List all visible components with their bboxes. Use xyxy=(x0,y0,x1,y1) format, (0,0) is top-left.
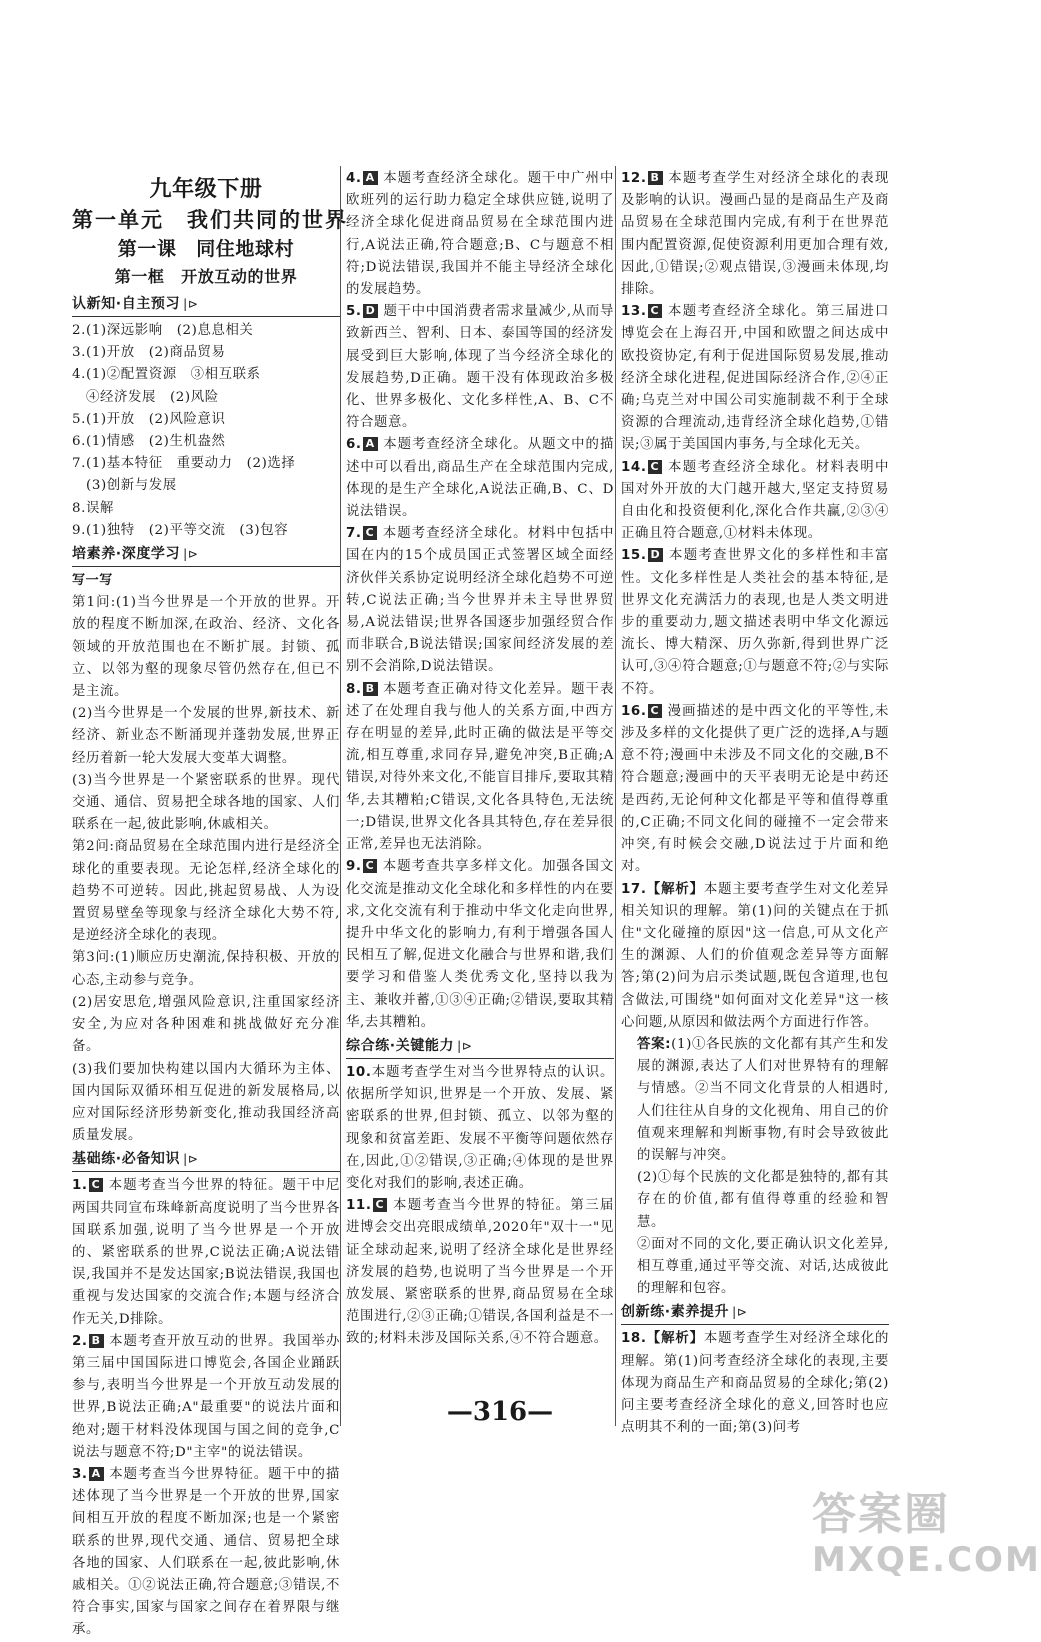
question-10: 10.本题考查学生对当今世界特点的认识。依据所学知识,世界是一个开放、发展、紧密联系的世界,但封锁、孤立、以邻为壑的现象和贫富差距、发展不平衡等问题依然存在,因此,①②错误,③正确;④体现的是世界变化对我们的影响,表述正确。 xyxy=(346,1064,614,1191)
watermark-logo xyxy=(812,1489,1041,1590)
question-16: 16. C 漫画描述的是中西文化的平等性,未涉及多样的文化提供了更广泛的选择,A与题意不符;漫画中未涉及不同文化的交融,B不符合题意;漫画中的天平表明无论是中药还是西药,无论何种文化都是平等和值得尊重的,C正确;不同文化间的碰撞不一定会带来冲突,有时候会交融,D说法过于片面和绝对。 xyxy=(621,703,889,875)
list-item: 5.(1)开放 (2)风险意识 xyxy=(72,411,226,427)
question-7: 7. C 本题考查经济全球化。材料中包括中国在内的15个成员国正式签署区域全面经济伙伴关系协定说明经济全球化趋势不可逆转,C说法正确;当今世界并未主导世界贸易,A说法错误;世界各国逐步加强经贸合作而非联合,B说法错误;国家间经济发展的差别不会消除,D说法错误。 xyxy=(346,526,614,675)
answer-badge: A xyxy=(89,1467,104,1481)
section-innovation-heading: 创新练·素养提升 |⊳ xyxy=(621,1301,889,1325)
list-item: ④经济发展 (2)风险 xyxy=(86,389,219,405)
question-9: 9. C 本题考查共享多样文化。加强各国文化交流是推动文化全球化和多样性的内在要求,文化交流有利于推动中华文化走向世界,提升中华文化的影响力,有利于增强各国人民相互了解,促进文化融合与世界和谐,我们要学习和借鉴人类优秀文化,坚持以我为主、兼收并蓄,①③④正确;②错误,要取其精华,去其糟粕。 xyxy=(346,859,614,1030)
write-paragraph: 第3问:(1)顺应历史潮流,保持积极、开放的心态,主动参与竞争。 xyxy=(72,950,340,988)
write-paragraph: (2)当今世界是一个发展的世界,新技术、新经济、新业态不断涌现并蓬勃发展,世界正经历着新一轮大发展大变革大调整。 xyxy=(72,706,340,766)
answer-badge: C xyxy=(89,1178,104,1192)
answer-badge: C xyxy=(648,304,663,318)
analysis-tag: 【解析】 xyxy=(646,1331,704,1347)
title-block xyxy=(72,175,348,291)
question-15: 15. D 本题考查世界文化的多样性和丰富性。文化多样性是人类社会的基本特征,是世界文化充满活力的表现,也是人类文明进步的重要动力,题文描述表明中华文化源远流长、博大精深、历久弥新,得到世界广泛认可,③④符合题意;①与题意不符;②与实际不符。 xyxy=(621,548,889,697)
section-basic-heading: 基础练·必备知识 |⊳ xyxy=(72,1148,340,1172)
grade-title: 九年级下册 xyxy=(149,177,263,202)
list-item: (3)创新与发展 xyxy=(86,478,177,494)
answer-badge: B xyxy=(89,1334,104,1348)
section-comprehensive-heading: 综合练·关键能力 |⊳ xyxy=(346,1035,614,1059)
list-item: 8.误解 xyxy=(72,500,114,516)
column-divider xyxy=(340,166,341,1426)
answer-badge: B xyxy=(363,682,378,696)
question-5: 5. D 题干中中国消费者需求量减少,从而导致新西兰、智利、日本、泰国等国的经济发展受到巨大影响,体现了当今经济全球化的发展趋势,D正确。题干没有体现政治多极化、世界多极化、文化多样性,A、B、C不符合题意。 xyxy=(346,304,614,431)
answer-badge: B xyxy=(648,171,663,185)
question-14: 14. C 本题考查经济全球化。材料表明中国对外开放的大门越开越大,坚定支持贸易自由化和投资便利化,深化合作共赢,②③④正确且符合题意,①材料未体现。 xyxy=(621,459,889,542)
answer-badge: A xyxy=(363,437,378,451)
write-subheading: 写一写 xyxy=(72,573,113,589)
question-11: 11. C 本题考查当今世界的特征。第三届进博会交出亮眼成绩单,2020年"双十一"见证全球动起来,说明了经济全球化是世界经济发展的趋势,也说明了当今世界是一个开放发展、紧密联系的世界,商品贸易在全球范围进行,②③正确;①错误,各国利益是不一致的;材料未涉及国际关系,④不符合题意。 xyxy=(346,1198,614,1347)
answer-17-block: 答案:(1)①各民族的文化都有其产生和发展的渊源,表达了人们对世界特有的理解与情感。②当不同文化背景的人相遇时,人们往往从自身的文化视角、用自己的价值观来理解和判断事物,有时会导致彼此的误解与冲突。 (2)①每个民族的文化都是独特的,都有其存在的价值,都有值得尊重的经验和智慧。 ②面对不同的文化,要正确认识文化差异,相互尊重,通过平等交流、对话,达成彼此的理解和包容。 xyxy=(621,1034,889,1300)
answer-label: 答案: xyxy=(637,1036,672,1052)
answer-badge: C xyxy=(363,859,378,873)
question-13: 13. C 本题考查经济全球化。第三届进口博览会在上海召开,中国和欧盟之间达成中欧投资协定,有利于促进国际贸易发展,推动经济全球化进程,促进国际经济合作,②④正确;乌克兰对中国公司实施制裁不利于全球资源的合理流动,违背经济全球化趋势,①错误;③属于美国国内事务,与全球化无关。 xyxy=(621,304,889,453)
list-item: 9.(1)独特 (2)平等交流 (3)包容 xyxy=(72,522,289,538)
question-1: 1. C 本题考查当今世界的特征。题干中尼两国共同宣布珠峰新高度说明了当今世界各国联系加强,说明了当今世界是一个开放的、紧密联系的世界,C说法正确;A说法错误,我国并不是发达国家;B说法错误,我国也重视与发达国家的交流合作;本题与经济合作无关,D排除。 xyxy=(72,1178,340,1327)
answer-badge: C xyxy=(648,704,663,718)
list-item: 3.(1)开放 (2)商品贸易 xyxy=(72,345,226,361)
frame-title: 第一框 开放互动的世界 xyxy=(114,267,298,286)
write-paragraph: (2)居安思危,增强风险意识,注重国家经济安全,为应对各种困难和挑战做好充分准备。 xyxy=(72,994,340,1055)
list-item: 6.(1)情感 (2)生机盎然 xyxy=(72,434,226,450)
answer-badge: A xyxy=(363,171,378,185)
write-paragraph: (3)当今世界是一个紧密联系的世界。现代交通、通信、贸易把全球各地的国家、人们联系在一起,彼此影响,休戚相关。 xyxy=(72,772,340,833)
watermark-url: MXQE.COM xyxy=(812,1540,1041,1580)
list-item: 7.(1)基本特征 重要动力 (2)选择 xyxy=(72,456,296,472)
question-6: 6. A 本题考查经济全球化。从题文中的描述中可以看出,商品生产在全球范围内完成,体现的是生产全球化,A说法正确,B、C、D说法错误。 xyxy=(346,437,614,520)
answer-17-part: ②面对不同的文化,要正确认识文化差异,相互尊重,通过平等交流、对话,达成彼此的理解和包容。 xyxy=(637,1236,889,1297)
unit-title: 第一单元 我们共同的世界 xyxy=(72,208,348,232)
page-number: —316— xyxy=(446,1397,554,1427)
question-18: 18.【解析】本题考查学生对经济全球化的理解。第(1)问考查经济全球化的表现,主要体现为商品生产和商品贸易的全球化;第(2)问主要考查经济全球化的意义,回答时也应点明其不利的一面;第(3)问考 xyxy=(621,1331,889,1436)
question-2: 2. B 本题考查开放互动的世界。我国举办第三届中国国际进口博览会,各国企业踊跃参与,表明当今世界是一个开放互动发展的世界,B说法正确;A"最重要"的说法片面和绝对;题干材料没体现国与国之间的竞争,C说法与题意不符;D"主宰"的说法错误。 xyxy=(72,1333,340,1460)
analysis-tag: 【解析】 xyxy=(646,881,704,897)
section-deep-learning-heading: 培素养·深度学习 |⊳ xyxy=(72,543,340,567)
answer-badge: D xyxy=(648,548,664,562)
column-middle xyxy=(346,168,614,1351)
question-12: 12. B 本题考查学生对经济全球化的表现及影响的认识。漫画凸显的是商品生产及商品贸易在全球范围内完成,有利于在世界范围内配置资源,促使资源利用更加合理有效,因此,①错误;②观点错误,③漫画未体现,均排除。 xyxy=(621,171,889,298)
question-4: 4. A 本题考查经济全球化。题干中广州中欧班列的运行助力稳定全球供应链,说明了经济全球化促进商品贸易在全球范围内进行,A说法正确,符合题意;B、C与题意不相符;D说法错误,我国并不能主导经济全球化的发展趋势。 xyxy=(346,171,614,298)
answer-17-part: (2)①每个民族的文化都是独特的,都有其存在的价值,都有值得尊重的经验和智慧。 xyxy=(637,1170,889,1230)
write-paragraph: 第2问:商品贸易在全球范围内进行是经济全球化的重要表现。无论怎样,经济全球化的趋势不可逆转。因此,挑起贸易战、人为设置贸易壁垒等现象与经济全球化大势不符,是逆经济全球化的表现。 xyxy=(72,839,340,944)
lesson-title: 第一课 同住地球村 xyxy=(117,238,295,260)
section-preview-heading: 认新知·自主预习 |⊳ xyxy=(72,293,340,317)
answer-badge: C xyxy=(648,460,663,474)
answer-badge: C xyxy=(363,526,378,540)
write-paragraph: 第1问:(1)当今世界是一个开放的世界。开放的程度不断加深,在政治、经济、文化各领域的开放范围也在不断扩展。封锁、孤立、以邻为壑的现象尽管仍然存在,但已不是主流。 xyxy=(72,595,340,700)
write-paragraph: (3)我们要加快构建以国内大循环为主体、国内国际双循环相互促进的新发展格局,以应对国际经济形势新变化,推动我国经济高质量发展。 xyxy=(72,1061,340,1144)
answer-badge: C xyxy=(373,1198,388,1212)
answer-badge: D xyxy=(363,304,379,318)
preview-answers xyxy=(72,320,340,542)
question-3: 3. A 本题考查当今世界特征。题干中的描述体现了当今世界是一个开放的世界,国家间相互开放的程度不断加深;也是一个紧密联系的世界,现代交通、通信、贸易把全球各地的国家、人们联系在一起,彼此影响,休戚相关。①②说法正确,符合题意;③错误,不符合事实,国家与国家之间存在着界限与继承。 xyxy=(72,1466,340,1638)
column-right xyxy=(621,168,889,1439)
list-item: 4.(1)②配置资源 ③相互联系 xyxy=(72,367,261,383)
question-8: 8. B 本题考查正确对待文化差异。题干表述了在处理自我与他人的关系方面,中西方存在明显的差异,此时正确的做法是平等交流,相互尊重,求同存异,避免冲突,B正确;A错误,对待外来文化,不能盲目排斥,要取其精华,去其糟粕;C错误,文化各具特色,无法统一;D错误,世界文化各具其特色,存在差异很正常,差异也无法消除。 xyxy=(346,681,614,853)
list-item: 2.(1)深远影响 (2)息息相关 xyxy=(72,323,254,338)
watermark-text: 答案圈 xyxy=(812,1489,950,1540)
column-divider xyxy=(615,166,616,1426)
question-17: 17.【解析】本题主要考查学生对文化差异相关知识的理解。第(1)问的关键点在于抓住"文化碰撞的原因"这一信息,可从文化产生的渊源、人们的价值观念差异等方面解答;第(2)问为启示类试题,既包含道理,也包含做法,可围绕"如何面对文化差异"这一核心问题,从原因和做法两个方面进行作答。 xyxy=(621,881,889,1030)
